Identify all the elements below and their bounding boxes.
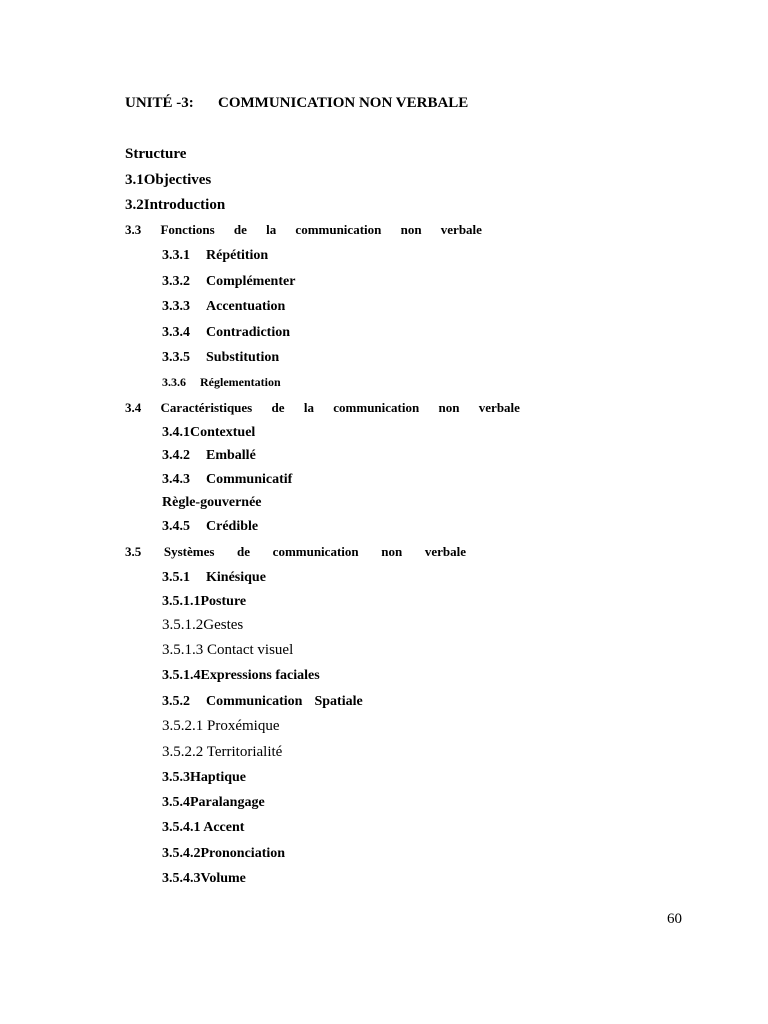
toc-3-5-1-2: 3.5.1.2Gestes bbox=[162, 617, 244, 633]
toc-word: 3.4 bbox=[125, 400, 142, 415]
unit-number: UNITÉ -3: bbox=[125, 95, 194, 111]
toc-3-3-1 bbox=[162, 249, 268, 263]
toc-number: 3.4.3 bbox=[162, 472, 190, 487]
toc-rule-governed: Règle-gouvernée bbox=[162, 495, 262, 510]
toc-3-3 bbox=[125, 223, 482, 236]
toc-3-4-5 bbox=[162, 520, 258, 534]
toc-3-4-2 bbox=[162, 449, 256, 463]
toc-3-4-3 bbox=[162, 473, 292, 487]
toc-3-3-3 bbox=[162, 300, 285, 314]
toc-number: 3.3.6 bbox=[162, 375, 186, 389]
toc-word: verbale bbox=[424, 544, 466, 559]
toc-3-4-1: 3.4.1Contextuel bbox=[162, 425, 256, 440]
toc-number: 3.3.2 bbox=[162, 274, 190, 289]
toc-3-5-1-3: 3.5.1.3 Contact visuel bbox=[162, 642, 294, 658]
toc-word: 3.5 bbox=[125, 544, 142, 559]
toc-word: verbale bbox=[478, 400, 520, 415]
toc-number: 3.3.3 bbox=[162, 299, 190, 314]
toc-word: la bbox=[303, 400, 314, 415]
toc-label: Kinésique bbox=[206, 570, 266, 585]
toc-label: Complémenter bbox=[206, 274, 296, 289]
toc-3-5-2-2: 3.5.2.2 Territorialité bbox=[162, 744, 283, 760]
toc-number: 3.5.2 bbox=[162, 694, 190, 709]
toc-3-5-4-2: 3.5.4.2Prononciation bbox=[162, 846, 286, 861]
toc-3-4 bbox=[125, 401, 520, 414]
toc-3-3-2 bbox=[162, 275, 295, 289]
toc-3-5-4-3: 3.5.4.3Volume bbox=[162, 871, 246, 886]
unit-title bbox=[125, 96, 468, 111]
toc-word: 3.3 bbox=[125, 222, 142, 237]
toc-number: 3.3.1 bbox=[162, 248, 190, 263]
toc-3-3-6 bbox=[162, 376, 281, 388]
toc-word: Fonctions bbox=[160, 222, 215, 237]
toc-3-5-1 bbox=[162, 571, 266, 585]
toc-label: Répétition bbox=[206, 248, 269, 263]
toc-3-5-4-1: 3.5.4.1 Accent bbox=[162, 820, 245, 835]
toc-word: communication bbox=[272, 544, 359, 559]
structure-heading: Structure bbox=[125, 146, 187, 162]
toc-3-3-5 bbox=[162, 351, 279, 365]
toc-3-5-3: 3.5.3Haptique bbox=[162, 770, 247, 785]
toc-3-5-1-4: 3.5.1.4Expressions faciales bbox=[162, 668, 320, 683]
toc-label: Communication bbox=[206, 694, 303, 709]
toc-3-5-2 bbox=[162, 695, 363, 709]
toc-label: Contradiction bbox=[206, 325, 290, 340]
toc-label: Réglementation bbox=[200, 375, 281, 389]
toc-3-3-4 bbox=[162, 326, 290, 340]
toc-3-2: 3.2Introduction bbox=[125, 197, 226, 213]
toc-number: 3.3.5 bbox=[162, 350, 190, 365]
toc-3-1: 3.1Objectives bbox=[125, 172, 212, 188]
toc-word: communication bbox=[295, 222, 382, 237]
toc-number: 3.5.1 bbox=[162, 570, 190, 585]
toc-label: Emballé bbox=[206, 448, 256, 463]
toc-number: 3.3.4 bbox=[162, 325, 190, 340]
toc-word: la bbox=[266, 222, 277, 237]
toc-label: Crédible bbox=[206, 519, 259, 534]
toc-word: non bbox=[400, 222, 422, 237]
toc-label: Accentuation bbox=[206, 299, 286, 314]
unit-name: COMMUNICATION NON VERBALE bbox=[218, 95, 469, 111]
toc-word: verbale bbox=[440, 222, 482, 237]
toc-word: de bbox=[233, 222, 247, 237]
toc-word: de bbox=[271, 400, 285, 415]
toc-number: 3.4.2 bbox=[162, 448, 190, 463]
toc-word: non bbox=[438, 400, 460, 415]
toc-label: Substitution bbox=[206, 350, 280, 365]
toc-word: non bbox=[381, 544, 403, 559]
toc-word: Caractéristiques bbox=[160, 400, 253, 415]
toc-label: Spatiale bbox=[314, 694, 363, 709]
toc-3-5-4: 3.5.4Paralangage bbox=[162, 795, 265, 810]
toc-word: communication bbox=[333, 400, 420, 415]
toc-3-5-1-1: 3.5.1.1Posture bbox=[162, 594, 247, 609]
toc-3-5-2-1: 3.5.2.1 Proxémique bbox=[162, 718, 280, 734]
toc-word: de bbox=[237, 544, 251, 559]
toc-3-5 bbox=[125, 545, 466, 558]
page-number: 60 bbox=[667, 911, 682, 927]
toc-label: Communicatif bbox=[206, 472, 293, 487]
toc-number: 3.4.5 bbox=[162, 519, 190, 534]
toc-word: Systèmes bbox=[163, 544, 215, 559]
